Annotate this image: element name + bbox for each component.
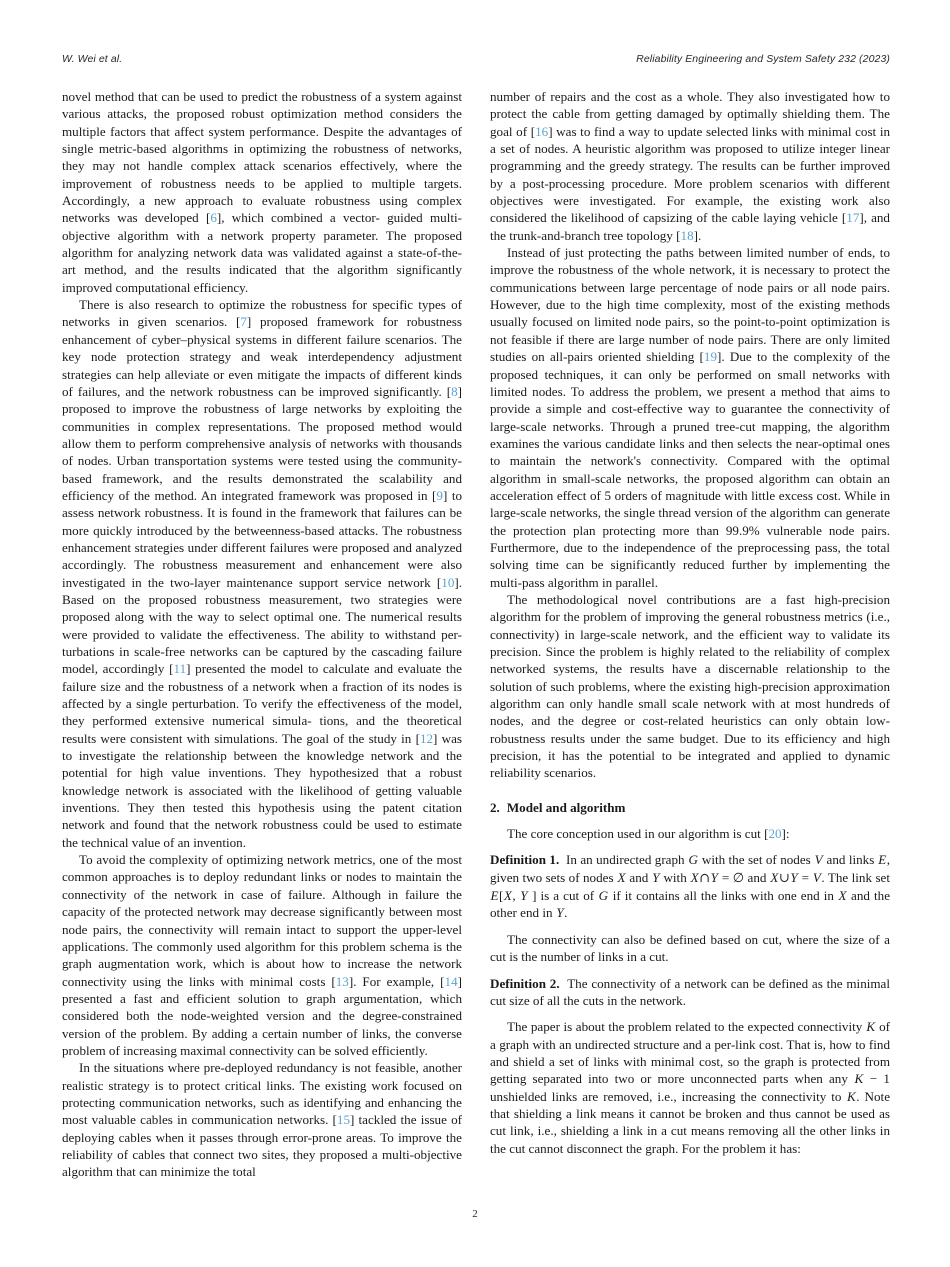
paragraph: In the situations where pre-deployed redundancy is not feasible, another realistic strategy is to protect critical links. The existing work focused on protecting communication networks, such as identifying and enhancing the most valuable cables in communication networks. [15] tackled the issue of deploying cables when it passes through error-prone areas. To improve the reliability of cables that connect two sites, they proposed a multi-objective algorithm that can minimize the total <box>62 1060 462 1180</box>
paragraph: The connectivity can also be defined based on cut, where the size of a cut is the number of links in a cut. <box>490 931 890 965</box>
section-number: 2. <box>490 799 500 815</box>
spacer <box>490 782 890 799</box>
paragraph: The methodological novel contributions are a fast high-precision algorithm for the problem of improving the general robustness metrics (i.e., connectivity) in large-scale network, and the efficient way to validate its precision. Since the problem is highly related to the reliability of complex networked systems, the results have a discernable relationship to the solution of such problems, where the existing high-precision approximation algorithm can only handle small scale network with at most hundreds of nodes, and the degree or cost-related heuristics can only obtain low-robustness results under the same budget. Due to its efficiency and high precision, it has the potential to be integrated and applied to dynamic reliability scenarios. <box>490 591 890 781</box>
section-heading <box>490 799 890 816</box>
spacer <box>490 816 890 825</box>
citation-link[interactable]: 9 <box>436 487 443 503</box>
right-column <box>490 88 890 1198</box>
spacer <box>490 966 890 975</box>
math-symbol: G <box>598 888 609 904</box>
citation-link[interactable]: 16 <box>535 123 549 139</box>
math-symbol: K <box>854 1071 864 1087</box>
spacer <box>490 842 890 851</box>
running-head <box>62 53 890 65</box>
math-symbol: K <box>847 1088 856 1104</box>
citation-link[interactable]: 18 <box>680 227 694 243</box>
math-symbol: Y <box>652 869 660 885</box>
body-columns <box>62 88 890 1198</box>
definition-1: Definition 1. In an undirected graph G with the set of nodes V and links E, given two sets of nodes X and Y with X∩Y = ∅ and X∪Y = V. The link set E[X, Y ] is a cut of G if it contains all the links with one end in X and the other end in Y. <box>490 852 891 921</box>
left-column <box>62 88 462 1198</box>
citation-link[interactable]: 11 <box>173 661 187 677</box>
math-symbol: Y <box>556 905 564 921</box>
intersection-symbol: ∩ <box>699 870 711 886</box>
math-symbol: K <box>866 1019 876 1035</box>
citation-link[interactable]: 20 <box>768 826 782 842</box>
math-symbol: V <box>814 852 823 868</box>
definition-label: Definition 2. <box>490 975 560 991</box>
running-head-authors: W. Wei et al. <box>62 53 123 65</box>
paragraph: To avoid the complexity of optimizing network metrics, one of the most common approaches is to deploy redundant links or nodes to maintain the connectivity of the network in case of failure. Although in failure the capacity of the protected network may decrease significantly between most node pairs, the connectivity will remain intact to support the upper-level applications. The commonly used algorithm for this problem schema is the graph augmentation work, which is about how to increase the network connectivity using the links with minimal costs [13]. For example, [14] presented a fast and efficient solution to graph argumentation, which considered both the node-weighted version and the degree-constrained version of the problem. By adding a certain number of links, the converse problem of increasing maximal connectivity can be solved efficiently. <box>62 852 462 1058</box>
paragraph: There is also research to optimize the robustness for specific types of networks in given scenarios. [7] proposed framework for robustness enhancement of cyber–physical systems in different failure scenarios. The key node protection strategy and weak interdependency adjustment strategies can help alleviate or even mitigate the impacts of different kinds of failures, and the network robustness can be improved significantly. [8] proposed to improve the robustness of large networks by exploiting the communities in complex representations. The proposed method would allow them to perform comprehensive analysis of networks with thousands of nodes. Urban transportation systems were tested using the community-based framework, and the results demonstrated the scalability and efficiency of the method. An integrated framework was proposed in [9] to assess network robustness. It is found in the framework that failures can be more quickly introduced by the betweenness-based attacks. The robustness enhancement strategies under different failures were proposed and analyzed accordingly. The robustness measurement and enhancement were also investigated in the two-layer maintenance support service network [10]. Based on the proposed robustness measurement, two strategies were proposed along with the way to select optimal one. The numerical results were provided to validate the effectiveness. The ability to withstand per- turbations in scale-free networks can be captured by the cascading failure model, accordingly [11] presented the model to calculate and evaluate the failure size and the robustness of a network when a fraction of its nodes is affected by a single perturbation. To verify the effectiveness of the model, they performed extensive numerical simula- tions, and the theoretical results were consistent with simulations. The goal of the study in [12] was to investigate the relationship between the knowledge network and the potential for high value inventions. They hypothesized that a robust knowledge network is associated with the likelihood of getting valuable inventions. They then tested this hypothesis using the patent citation network and found that the network robustness could be used to estimate the technical value of an invention. <box>62 297 463 850</box>
spacer <box>490 1009 890 1018</box>
page-number: 2 <box>472 1208 478 1220</box>
section-title: Model and algorithm <box>506 799 626 815</box>
paragraph: The core conception used in our algorithm is cut [20]: <box>507 826 790 842</box>
running-head-journal: Reliability Engineering and System Safety 232 (2023) <box>636 53 890 65</box>
math-symbol: Y <box>520 888 528 904</box>
math-symbol: E <box>878 852 887 868</box>
math-symbol: E <box>490 888 499 904</box>
definition-label: Definition 1. <box>490 852 560 868</box>
definition-text: The connectivity of a network can be defined as the minimal cut size of all the cuts in the network. <box>490 975 891 1008</box>
spacer <box>490 922 890 931</box>
citation-link[interactable]: 8 <box>451 383 458 399</box>
citation-link[interactable]: 13 <box>335 973 349 989</box>
math-symbol: Y <box>710 869 718 885</box>
paragraph-continuation: novel method that can be used to predict the robustness of a system against various attacks, the proposed robust optimization method considers the multiple factors that affect system performance. Despite the advantages of single metric-based algorithms in optimizing the robustness of networks, they may not handle complex attack scenarios effectively, where the improvement of robustness needs to be applied to multiple targets. Accordingly, a new approach to evaluate robustness using complex networks was developed [6], which combined a vector- guided multi-objective algorithm with a network property parameter. The proposed algorithm for analyzing network data was validated against a state-of-the-art method, and the results indicated that the algorithm significantly improved computational efficiency. <box>62 89 462 295</box>
citation-link[interactable]: 7 <box>240 314 247 330</box>
math-symbol: X <box>617 869 626 885</box>
paragraph-continuation: number of repairs and the cost as a whole. They also investigated how to protect the cable from getting damaged by optimally shielding them. The goal of [16] was to find a way to update selected links with minimal cost in a set of nodes. A heuristic algorithm was proposed to utilize integer linear programming and the greedy strategy. The results can be further improved by a post-processing procedure. More problem scenarios with different objectives were investigated. For example, the existing work also considered the likelihood of capsizing of the cable laying vehicle [17], and the trunk-and-branch tree topology [18]. <box>490 89 891 243</box>
empty-set-symbol: ∅ <box>732 870 745 886</box>
paragraph: Instead of just protecting the paths between limited number of ends, to improve the robustness of the whole network, it is necessary to protect the communications between large percentage of node pairs or all node pairs. However, due to the high time complexity, most of the existing methods usually focused on limited node pairs, so the point-to-point optimization is not feasible if there are large number of node pairs. There are only limited studies on all-pairs oriented shielding [19]. Due to the complexity of the proposed techniques, it can only be performed on small networks with limited nodes. To address the problem, we present a method that aims to provide a simple and cost-effective way to guarantee the connectivity of large-scale networks. Through a pruned tree-cut mapping, the algorithm examines the various candidate links and then selects the near-optimal ones to maintain the network's connectivity. Compared with the optimal algorithm in small-scale networks, the proposed algorithm can obtain an acceleration effect of 5 orders of magnitude with little excess cost. While in large-scale networks, the single thread version of the algorithm can generate the protection plan protecting more than 99.9% vulnerable node pairs. Furthermore, due to the independence of the preprocessing pass, the total solving time can be significantly reduced further by implementing the multi-pass algorithm in parallel. <box>490 245 890 590</box>
citation-link[interactable]: 14 <box>444 973 458 989</box>
citation-link[interactable]: 6 <box>210 210 217 226</box>
citation-link[interactable]: 15 <box>336 1112 350 1128</box>
math-symbol: G <box>688 852 698 868</box>
citation-link[interactable]: 10 <box>441 574 455 590</box>
citation-link[interactable]: 17 <box>846 210 860 226</box>
math-symbol: V <box>812 869 821 885</box>
citation-link[interactable]: 12 <box>419 730 434 746</box>
definition-2 <box>490 975 890 1010</box>
math-symbol: X <box>690 869 699 885</box>
citation-link[interactable]: 19 <box>703 349 718 365</box>
math-symbol: X <box>770 869 779 885</box>
math-symbol: X <box>503 888 512 904</box>
union-symbol: ∪ <box>778 870 790 886</box>
math-symbol: X <box>838 888 847 904</box>
math-symbol: Y <box>790 869 798 885</box>
paragraph: The paper is about the problem related to the expected connectivity K of a graph with an undirected structure and a per-link cost. That is, how to find and shield a set of links with minimal cost, so the graph is protected from getting separated into two or more unconnected parts when any K − 1 unshielded links are removed, i.e., increasing the connectivity to K. Note that shielding a link means it cannot be broken and thus cannot be used as cut link, i.e., shielding a link in a cut means removing all the other links in the cut cannot disconnect the graph. For the problem it has: <box>490 1019 891 1156</box>
